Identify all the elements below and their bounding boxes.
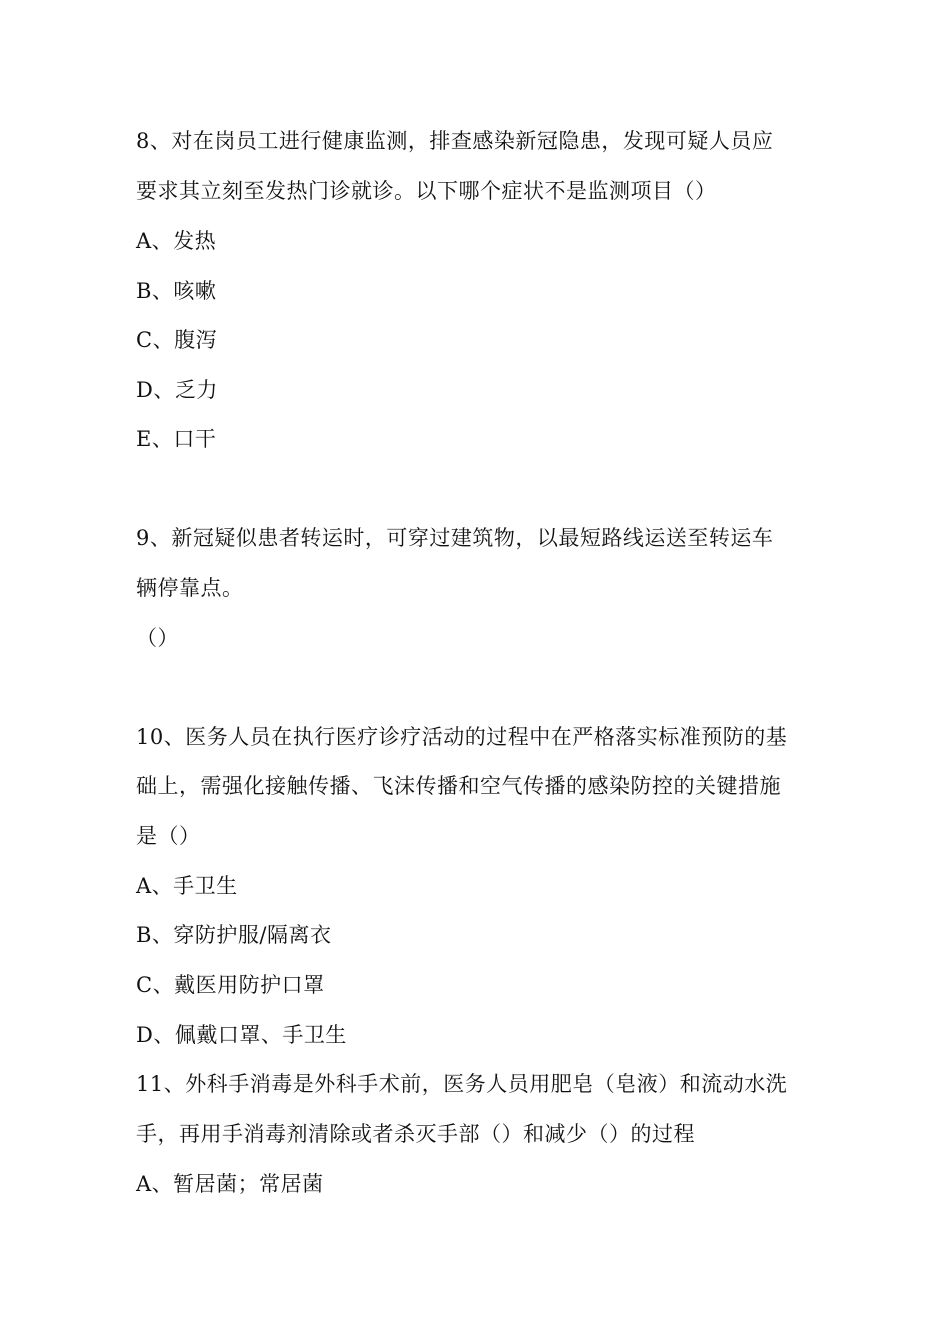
question-9-line-2: 辆停靠点。 <box>136 576 244 600</box>
question-8-option-b: B、咳嗽 <box>136 279 217 303</box>
question-8-line-1: 8、对在岗员工进行健康监测，排查感染新冠隐患，发现可疑人员应 <box>136 129 774 153</box>
question-9-line-1: 9、新冠疑似患者转运时，可穿过建筑物，以最短路线运送至转运车 <box>136 526 774 550</box>
question-8-option-d: D、乏力 <box>136 378 218 402</box>
question-8-option-e: E、口干 <box>136 427 217 451</box>
question-11-line-2: 手，再用手消毒剂清除或者杀灭手部（）和减少（）的过程 <box>136 1122 695 1146</box>
question-10-line-3: 是（） <box>136 824 201 848</box>
question-11-line-1: 11、外科手消毒是外科手术前，医务人员用肥皂（皂液）和流动水洗 <box>136 1072 788 1096</box>
question-8-line-2: 要求其立刻至发热门诊就诊。以下哪个症状不是监测项目（） <box>136 179 717 203</box>
question-11-option-a: A、暂居菌；常居菌 <box>136 1172 324 1196</box>
question-10-option-a: A、手卫生 <box>136 874 238 898</box>
question-9-line-3: （） <box>136 626 179 650</box>
question-8-option-a: A、发热 <box>136 229 217 253</box>
question-10-line-2: 础上，需强化接触传播、飞沫传播和空气传播的感染防控的关键措施 <box>136 774 781 798</box>
question-10-option-d: D、佩戴口罩、手卫生 <box>136 1023 347 1047</box>
question-10-option-b: B、穿防护服/隔离衣 <box>136 923 332 947</box>
question-10-option-c: C、戴医用防护口罩 <box>136 973 325 997</box>
question-8-option-c: C、腹泻 <box>136 328 218 352</box>
question-10-line-1: 10、医务人员在执行医疗诊疗活动的过程中在严格落实标准预防的基 <box>136 725 788 749</box>
